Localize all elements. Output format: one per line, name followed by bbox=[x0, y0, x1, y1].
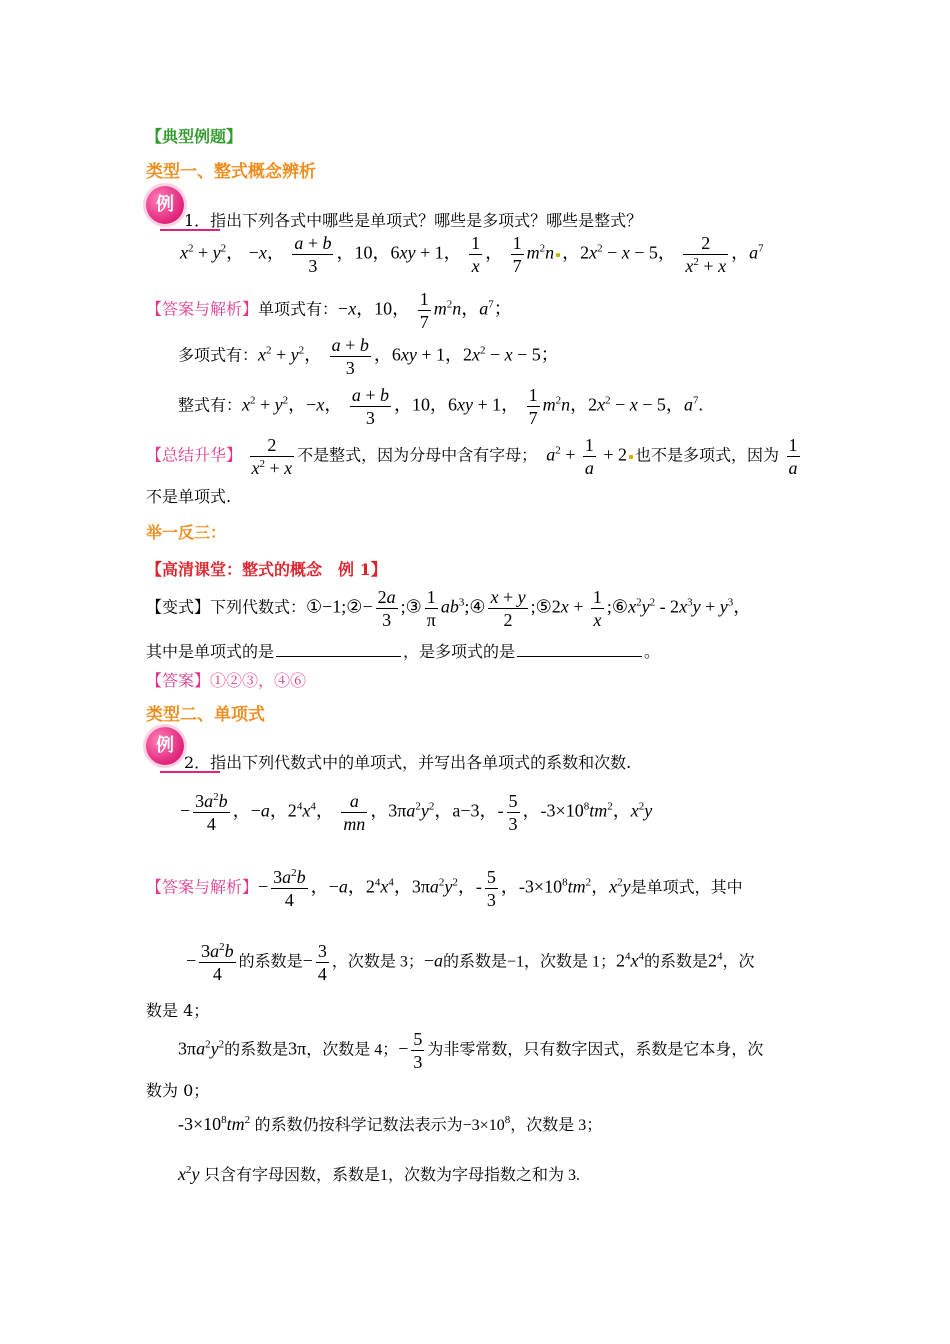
summary-1-continued: 不是单项式. bbox=[146, 487, 232, 506]
variant-answer: 【答案】①②③，④⑥ bbox=[146, 671, 307, 690]
answer-2-line-6: $-3\times 10^8tm^2$ 的系数仍按科学记数法表示为$-3\times 10^8$，次数是 3； bbox=[178, 1114, 603, 1134]
hd-class-heading: 【高清课堂：整式的概念 例 1】 bbox=[146, 560, 387, 579]
question-2-expressions: − $\frac{3a^2b}{4}$ ，−a，$2^4x^4$， $\frac{a}{mn}$ ，$3\pi a^2y^2$，a−3，- $\frac{5}{3}$ ，$-3\times 10^8tm^2$，$x^2y$ bbox=[180, 791, 653, 834]
question-2-prompt: 2．指出下列代数式中的单项式，并写出各单项式的系数和次数. bbox=[184, 753, 632, 772]
blank-monomials[interactable] bbox=[276, 640, 401, 657]
answer-2-line-1: 【答案与解析】− $\frac{3a^2b}{4}$ ，−a，$2^4x^4$，$3\pi a^2y^2$，- $\frac{5}{3}$ ，$-3\times 10^8tm^2$，$x^2y$是单项式，其中 bbox=[146, 867, 743, 910]
summary-label: 【总结升华】 bbox=[146, 447, 243, 465]
juyi-heading: 举一反三： bbox=[146, 523, 227, 542]
answer-1-monomials: 【答案与解析】单项式有：−x，10， $\frac{1}{7}$ $m^2n$，$a^7$； bbox=[146, 289, 512, 332]
answer-label: 【答案与解析】 bbox=[146, 301, 259, 319]
example-badge-icon: 例 bbox=[146, 727, 184, 765]
answer-2-line-4: $3\pi a^2y^2$的系数是3π，次数是 4；− $\frac{5}{3}$ 为非零常数，只有数字因式，系数是它本身，次 bbox=[178, 1029, 764, 1072]
type2-title: 类型二、单项式 bbox=[146, 705, 265, 725]
answer-2-line-3: 数是 4； bbox=[146, 1001, 210, 1020]
variant-question: 【变式】下列代数式：①−1;②− $\frac{2a}{3}$ ;③ $\frac{1}{\pi}$ $ab^3;④$ $\frac{x + y}{2}$ ;⑤2x + $\frac{1}{x}$ $;⑥x^2y^2 - 2x^3y + y^3$， bbox=[146, 587, 752, 630]
blank-polynomials[interactable] bbox=[517, 640, 642, 657]
answer-1-polynomials: 多项式有：$x^2 + y^2$， $\frac{a + b}{3}$ ，6xy + 1，$2x^2 - x - 5$； bbox=[178, 335, 559, 378]
example-badge-icon: 例 bbox=[146, 186, 184, 224]
type1-title: 类型一、整式概念辨析 bbox=[146, 162, 316, 182]
question-1-expressions: $x^2 + y^2$， −x， $\frac{a + b}{3}$ ，10，6xy + 1， $\frac{1}{x}$ ， $\frac{1}{7}$ $m^2n$ ，$2x^2 - x - 5$， $\frac{2}{x^2 + x}$ ，$a^7$ bbox=[180, 233, 764, 276]
answer-2-line-5: 数为 0； bbox=[146, 1081, 210, 1100]
answer-2-line-2: − $\frac{3a^2b}{4}$ 的系数是− $\frac{3}{4}$ ，次数是 3；−a的系数是−1，次数是 1；$2^4x^4$的系数是$2^4$，次 bbox=[186, 941, 755, 984]
answer-1-integral-expressions: 整式有：$x^2 + y^2$，−x， $\frac{a + b}{3}$ ，10，6xy + 1， $\frac{1}{7}$ $m^2n$，$2x^2 - x - 5$，$a^7$. bbox=[178, 385, 703, 428]
question-1-prompt: 1．指出下列各式中哪些是单项式？哪些是多项式？哪些是整式？ bbox=[184, 211, 643, 230]
section-heading-examples: 【典型例题】 bbox=[146, 127, 243, 146]
variant-blanks: 其中是单项式的是 ，是多项式的是 。 bbox=[146, 642, 661, 661]
answer-2-line-7: $x^2y$ 只含有字母因数，系数是1，次数为字母指数之和为 3. bbox=[178, 1164, 581, 1184]
summary-1: 【总结升华】 $\frac{2}{x^2 + x}$ 不是整式，因为分母中含有字母； $a^2$ + $\frac{1}{a}$ + 2 也不是多项式，因为 $\frac{1}{a}$ bbox=[146, 435, 798, 478]
